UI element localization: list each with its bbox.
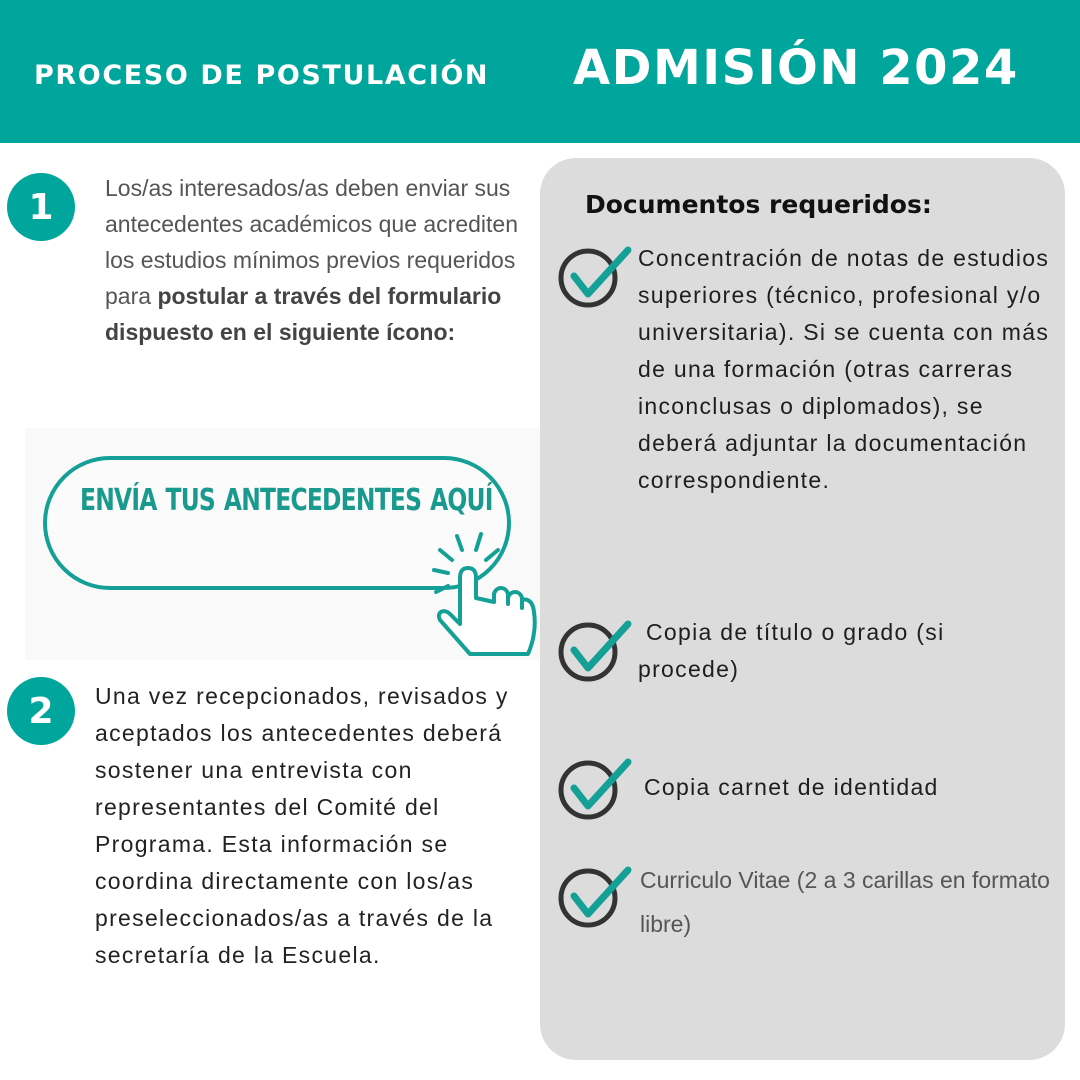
document-item-4: Curriculo Vitae (2 a 3 carillas en formato libre)	[640, 867, 1050, 937]
document-item-3: Copia carnet de identidad	[644, 774, 939, 800]
documents-title: Documentos requeridos:	[585, 190, 932, 219]
check-circle-icon	[558, 618, 632, 684]
check-circle-icon	[558, 756, 632, 822]
document-item-1: Concentración de notas de estudios superiores (técnico, profesional y/o universitaria). Si se cuenta con más de una formación (otras carreras inconclusas o diplomados), se deberá adjuntar la documentación correspondiente.	[638, 245, 1050, 493]
document-item-2: Copia de título o grado (si procede)	[638, 619, 945, 682]
step-1-badge: 1	[7, 173, 75, 241]
header-subtitle: PROCESO DE POSTULACIÓN	[34, 60, 490, 91]
step-1-text	[105, 170, 530, 350]
step-1-text-plain: Los/as interesados/as deben enviar sus antecedentes académicos que acrediten los estudios mínimos previos requeridos para	[105, 175, 519, 309]
header-title: ADMISIÓN 2024	[573, 40, 1019, 96]
documents-panel	[540, 158, 1065, 1060]
send-documents-button[interactable]	[25, 428, 545, 660]
check-circle-icon	[558, 864, 632, 930]
pointing-hand-icon	[410, 528, 540, 660]
cta-label[interactable]: ENVÍA TUS ANTECEDENTES AQUÍ	[80, 483, 493, 518]
check-circle-icon	[558, 244, 632, 310]
step-2-text: Una vez recepcionados, revisados y aceptados los antecedentes deberá sostener una entrevista con representantes del Comité del Programa. Esta información se coordina directamente con los/as preseleccionados/as a través de la secretaría de la Escuela.	[95, 683, 509, 968]
header-banner	[0, 0, 1080, 143]
step-1-text-bold: postular a través del formulario dispuesto en el siguiente ícono:	[105, 283, 502, 345]
step-2-badge: 2	[7, 677, 75, 745]
